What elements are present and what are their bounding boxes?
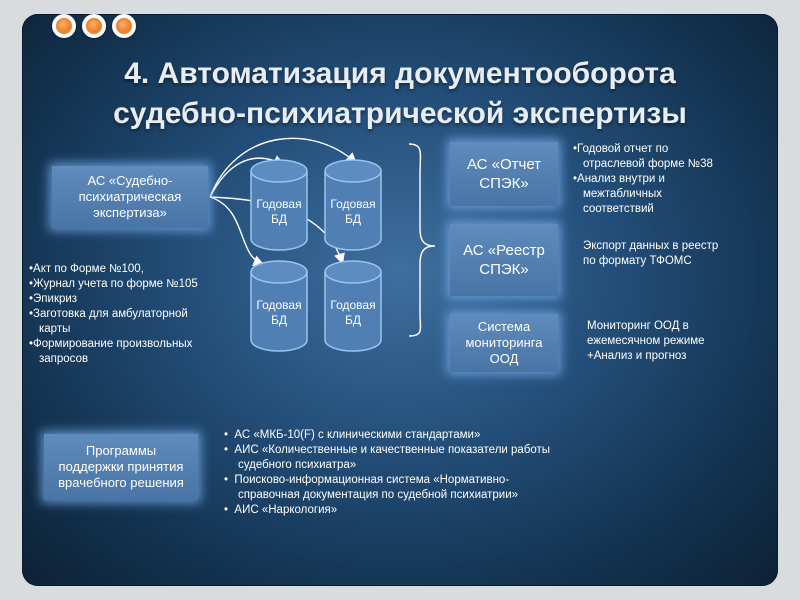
as-sudebno-box[interactable] xyxy=(52,166,208,228)
list-item: • Поисково-информационная система «Нормативно- xyxy=(224,474,510,486)
list-item: •Эпикриз xyxy=(29,293,78,305)
title-line-2: судебно-психиатрической экспертизы xyxy=(113,97,687,130)
list-item: • АИС «Наркология» xyxy=(224,504,338,516)
as-otchet-label: АС «Отчет СПЭК» xyxy=(466,156,542,192)
database-2 xyxy=(324,159,382,251)
note-line: соответствий xyxy=(583,203,654,215)
database-label: Годовая БД xyxy=(256,197,302,226)
database-4 xyxy=(324,260,382,352)
note-line: •Анализ внутри и xyxy=(573,173,665,185)
as-reestr-label: АС «Реестр СПЭК» xyxy=(463,242,545,278)
as-otchet-box[interactable] xyxy=(450,142,558,206)
monitoring-label: Система мониторинга ООД xyxy=(465,319,543,366)
database-label: Годовая БД xyxy=(256,298,302,327)
list-item: •Журнал учета по форме №105 xyxy=(29,278,198,290)
title-line-1: 4. Автоматизация документооборота xyxy=(124,57,676,90)
list-item: •Формирование произвольных xyxy=(29,338,193,350)
note-line: Мониторинг ООД в xyxy=(587,320,689,332)
brace xyxy=(409,144,435,336)
left-feature-list xyxy=(29,262,198,367)
note-line: Экспорт данных в реестр xyxy=(583,240,719,252)
monitoring-note xyxy=(587,319,705,364)
as-reestr-box[interactable] xyxy=(450,224,558,296)
list-item: • АС «МКБ-10(F) с клиническими стандартами» xyxy=(224,429,481,441)
list-item: карты xyxy=(39,323,71,335)
database-1 xyxy=(250,159,308,251)
note-line: отраслевой форме №38 xyxy=(583,158,713,170)
as-sudebno-label: АС «Судебно-психиатрическая экспертиза» xyxy=(78,173,182,220)
database-3 xyxy=(250,260,308,352)
note-line: по формату ТФОМС xyxy=(583,255,692,267)
database-label: Годовая БД xyxy=(330,197,376,226)
monitoring-box[interactable] xyxy=(450,314,558,372)
note-line: межтабличных xyxy=(583,188,662,200)
list-item: • АИС «Количественные и качественные показатели работы xyxy=(224,444,551,456)
list-item: справочная документация по судебной психиатрии» xyxy=(238,489,519,501)
reestr-note xyxy=(583,239,718,269)
note-line: ежемесячном режиме xyxy=(587,335,705,347)
programmy-label: Программы поддержки принятия врачебного решения xyxy=(58,443,184,490)
otchet-notes xyxy=(573,142,713,217)
slide xyxy=(22,14,778,586)
list-item: •Заготовка для амбулаторной xyxy=(29,308,188,320)
list-item: судебного психиатра» xyxy=(238,459,357,471)
list-item: •Акт по Форме №100, xyxy=(29,263,144,275)
list-item: запросов xyxy=(39,353,89,365)
note-line: +Анализ и прогноз xyxy=(587,350,687,362)
programmy-box[interactable] xyxy=(44,434,198,500)
note-line: •Годовой отчет по xyxy=(573,143,669,155)
database-label: Годовая БД xyxy=(330,298,376,327)
bottom-program-list xyxy=(224,428,550,518)
